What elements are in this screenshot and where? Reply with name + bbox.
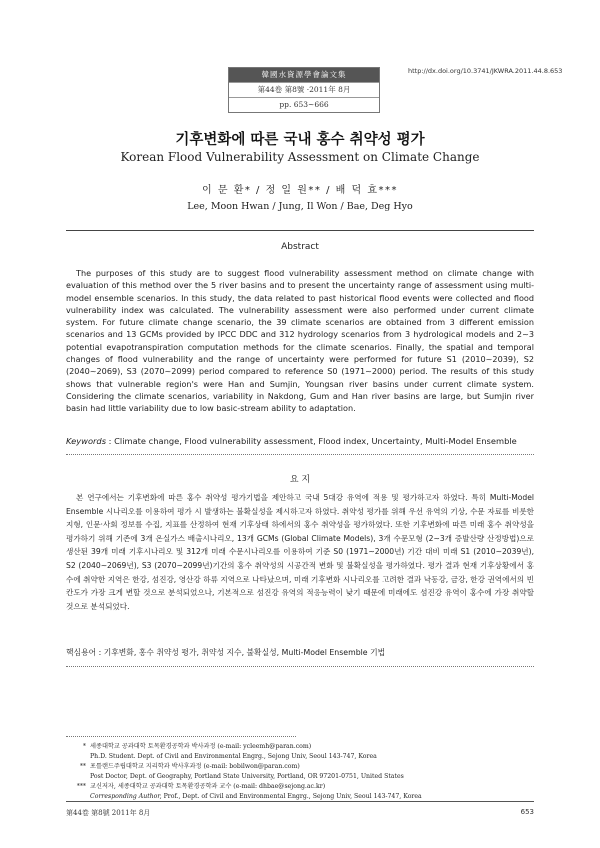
authors-korean: 이 문 환* / 정 일 원** / 배 덕 효*** (202, 185, 398, 196)
section-rule (66, 230, 534, 231)
journal-pages: pp. 653~666 (229, 97, 379, 112)
abstract-text: The purposes of this study are to suggest flood vulnerability assessment method on climate change with evaluation of this method over the 5 river basins and to present the uncertainty range of assessment using multi-model ensemble scenarios. In this study, the data related to past historical flood events were collected and flood vulnerability index was calculated. The vulnerability assessment were also performed under current climate system. For future climate change scenario, the 39 climate scenarios are obtained from 3 different emission scenarios and 13 GCMs provided by IPCC DDC and 312 hydrology scenarios from 3 hydrological models and 2~3 potential evapotranspiration computation methods for the climate scenarios. Finally, the spatial and temporal changes of flood vulnerability and the range of uncertainty were performed for future S1 (2010~2039), S2 (2040~2069), S3 (2070~2099) period compared to reference S0 (1971~2000) period. The results of this study shows that vulnerable region's were Han and Sumjin, Youngsan river basins under current climate system. Considering the climate scenarios, variability in Nakdong, Gum and Han river basins are large, but Sumjin river basin had little variability due to low basic-stream ability to adaptation. (66, 268, 534, 414)
footnote: *** 교신저자, 세종대학교 공과대학 토목환경공학과 교수 (e-mail: dhbae@sejong.ac.kr) (76, 783, 326, 790)
footnote: * 세종대학교 공과대학 토목환경공학과 박사과정 (e-mail: ycleemh@paran.com) (82, 743, 312, 750)
footnote: Ph.D. Student. Dept. of Civil and Environmental Engrg., Sejong Univ, Seoul 143-747, Korea (90, 753, 377, 760)
page-number: 653 (520, 808, 534, 816)
footnote-rule (66, 736, 296, 737)
footnote: Post Doctor, Dept. of Geography, Portland State University, Portland, OR 97201-0751, United States (90, 773, 404, 780)
journal-volume: 第44卷 第8號 ·2011年 8月 (229, 82, 379, 97)
keywords (66, 436, 534, 446)
doi-link[interactable]: http://dx.doi.org/10.3741/JKWRA.2011.44.8.653 (408, 67, 563, 75)
yoji-heading: 요 지 (289, 475, 311, 485)
authors-english: Lee, Moon Hwan / Jung, Il Won / Bae, Deg Hyo (187, 201, 413, 212)
yoji-text: 본 연구에서는 기후변화에 따른 홍수 취약성 평가기법을 제안하고 국내 5대강 유역에 적용 및 평가하고자 하였다. 특히 Multi-Model Ensemble 시나리오를 이용하여 평가 시 발생하는 불확실성을 제시하고자 하였다. 취약성 평가를 위해 우선 유역의 기상, 수문 자료를 비롯한 지형, 인문·사회 정보를 수집, 지표를 산정하여 현재 기후상태 하에서의 홍수 취약성을 평가하였다. 또한 기후변화에 따른 미래 홍수 취약성을 평가하기 위해 기존에 3개 온실가스 배출시나리오, 13개 GCMs (Global Climate Models), 3개 수문모형 (2~3개 증발산량 산정방법)으로 생산된 39개 미래 기후시나리오 및 312개 미래 수문시나리오를 이용하여 기준 S0 (1971~2000년) 기간 대비 미래 S1 (2010~2039년), S2 (2040~2069년), S3 (2070~2099년)기간의 홍수 취약성의 시공간적 변화 및 불확실성을 평가하였다. 평가 결과 현재 기후상황에서 홍수에 취약한 지역은 한강, 섬진강, 영산강 하류 지역으로 나타났으며, 미래 기후변화 시나리오를 고려한 결과 낙동강, 금강, 한강 권역에서의 빈칸도가 가장 크게 변할 것으로 분석되었으나, 기본적으로 섬진강 유역의 적응능력이 낮기 때문에 미래에도 섬진강 유역이 홍수에 가장 취약할 것으로 분석되었다. (66, 493, 534, 611)
footnote: ** 포틀랜드주립대학교 지리학과 박사후과정 (e-mail: bobilwon@paran.com) (79, 763, 300, 770)
corresponding-label: Corresponding Author, (90, 793, 162, 800)
keywords-text: : Climate change, Flood vulnerability assessment, Flood index, Uncertainty, Multi-Model Ensemble (106, 436, 517, 446)
footnotes (66, 742, 486, 802)
abstract-heading: Abstract (281, 242, 319, 252)
title-english: Korean Flood Vulnerability Assessment on Climate Change (120, 150, 480, 164)
journal-name: 韓國水資源學會論文集 (229, 68, 379, 82)
corresponding-text: Prof., Dept. of Civil and Environmental Engrg., Sejong Univ, Seoul 143-747, Korea (161, 793, 422, 800)
dotted-rule (66, 454, 534, 455)
keywords-korean: 핵심용어 : 기후변화, 홍수 취약성 평가, 취약성 지수, 불확실성, Multi-Model Ensemble 기법 (66, 648, 386, 657)
journal-info-box (228, 67, 380, 113)
title-korean: 기후변화에 따른 국내 홍수 취약성 평가 (175, 132, 425, 148)
footer-issue: 第44卷 第8號 2011年 8月 (66, 809, 151, 817)
dotted-rule (66, 666, 534, 667)
footer-rule (66, 801, 534, 802)
keywords-label: Keywords (66, 436, 107, 446)
